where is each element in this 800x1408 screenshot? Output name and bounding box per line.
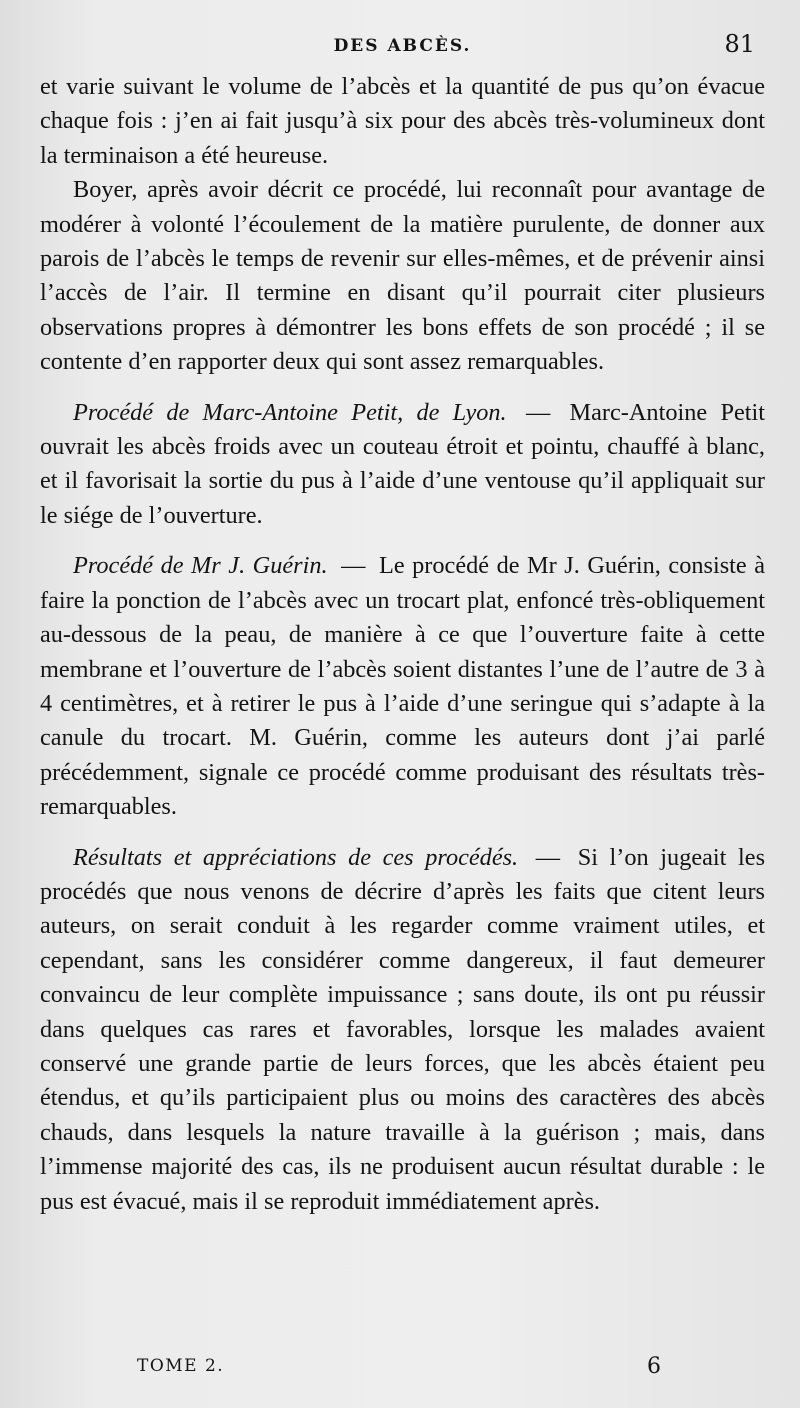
paragraph-text: et varie suivant le volume de l’abcès et la quantité de pus qu’on évacue chaque fois : j’en ai fait jusqu’à six pour des abcès très-volumineux dont la terminaison a été heureuse. (40, 73, 765, 169)
paragraph-resultats (40, 841, 765, 1219)
paragraph-text: Si l’on jugeait les procédés que nous venons de décrire d’après les faits que citent leurs auteurs, on serait conduit à les regarder comme vraiment utiles, et cependant, sans les considérer comme dangereux, il faut demeurer convaincu de leur complète impuissance ; sans doute, ils ont pu réussir dans quelques cas rares et favorables, lorsque les malades avaient conservé une grande partie de leurs forces, que les abcès étaient peu étendus, et qu’ils participaient plus ou moins des caractères des abcès chauds, dans lesquels la nature travaille à la guérison ; mais, dans l’immense majorité des cas, ils ne produisent aucun résultat durable : le pus est évacué, mais il se reproduit immédiatement après. (40, 843, 766, 1215)
running-head (40, 30, 765, 60)
paragraph-boyer (40, 173, 765, 379)
paragraph-text: Marc-Antoine Petit ouvrait les abcès froids avec un couteau étroit et pointu, chauffé à blanc, et il favorisait la sortie du pus à l’aide d’une ventouse qu’il appliquait sur le siége de l’ouverture. (40, 398, 765, 529)
paragraph-continuation (40, 70, 765, 173)
paragraph-text: Le procédé de Mr J. Guérin, consiste à faire la ponction de l’abcès avec un trocart plat, enfoncé très-obliquement au-dessous de la peau, de manière à ce que l’ouverture faite à cette membrane et l’ouverture de l’abcès soient distantes l’une de l’autre de 3 à 4 centimètres, et à retirer le pus à l’aide d’une seringue qui s’adapte à la canule du trocart. M. Guérin, comme les auteurs dont j’ai parlé précédemment, signale ce procédé comme produisant des résultats très-remarquables. (40, 552, 766, 821)
body-text (40, 70, 765, 1219)
em-dash: — (535, 843, 561, 871)
signature-tome: TOME 2. (137, 1356, 225, 1376)
em-dash: — (341, 552, 366, 580)
signature-mark: 6 (647, 1354, 661, 1379)
page-footer (40, 1356, 765, 1386)
em-dash: — (525, 398, 551, 426)
page-number: 81 (724, 30, 755, 58)
section-lead-resultats: Résultats et appréciations de ces procédés. (73, 843, 519, 871)
running-title: DES ABCÈS. (333, 36, 472, 56)
section-lead-petit: Procédé de Marc-Antoine Petit, de Lyon. (73, 398, 507, 426)
paragraph-guerin (40, 549, 765, 824)
section-lead-guerin: Procédé de Mr J. Guérin. (73, 552, 328, 580)
paragraph-text: Boyer, après avoir décrit ce procédé, lui reconnaît pour avantage de modérer à volonté l’écoulement de la matière purulente, de donner aux parois de l’abcès le temps de revenir sur elles-mêmes, et de prévenir ainsi l’accès de l’air. Il termine en disant qu’il pourrait citer plusieurs observations propres à démontrer les bons effets de son procédé ; il se contente d’en rapporter deux qui sont assez remarquables. (40, 176, 765, 376)
paragraph-petit (40, 396, 765, 534)
